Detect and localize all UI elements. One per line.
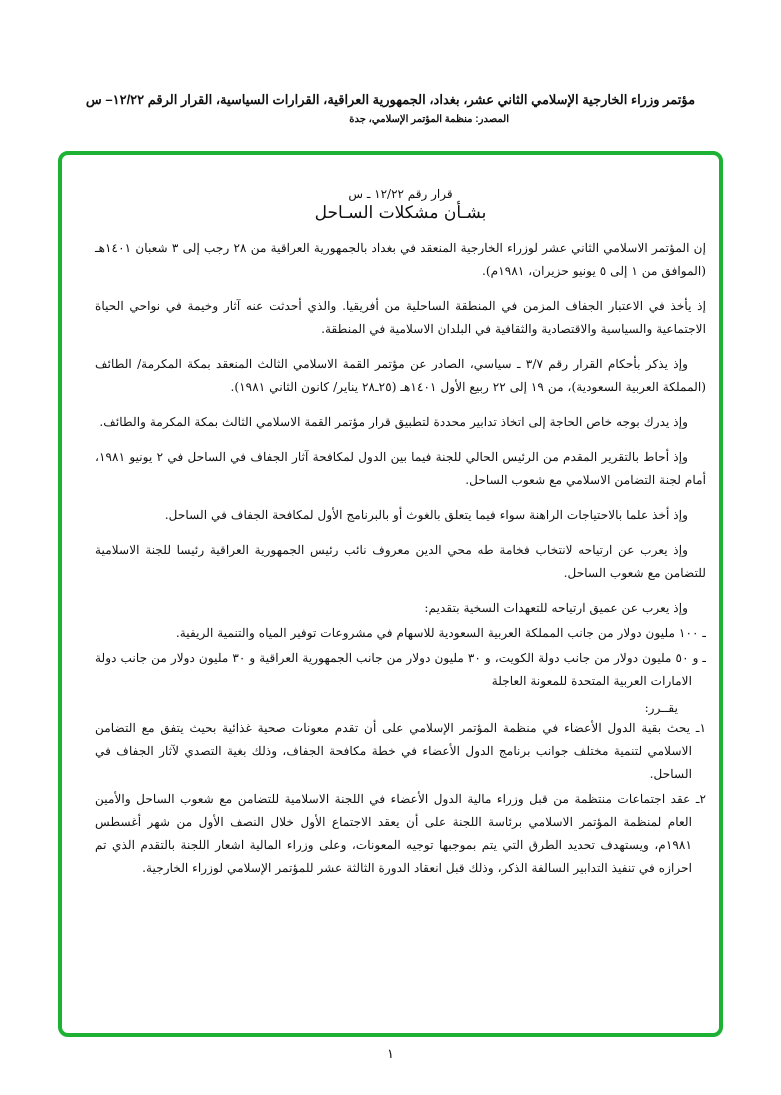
preamble-paragraph: وإذ أحاط بالتقرير المقدم من الرئيس الحالي للجنة فيما بين الدول لمكافحة آثار الجفاف في الساحل في ٢ يونيو ١٩٨١، أمام لجنة التضامن الاسلامي مع شعوب الساحل.	[95, 450, 706, 487]
pledge-item: ـ ١٠٠ مليون دولار من جانب المملكة العربية السعودية للاسهام في مشروعات توفير المياه والتنمية الريفية.	[175, 626, 706, 640]
page-number: ١	[387, 1047, 394, 1062]
preamble-paragraph: إن المؤتمر الاسلامي الثاني عشر لوزراء الخارجية المنعقد في بغداد بالجمهورية العراقية من ٢٨ رجب إلى ٣ شعبان ١٤٠١هـ (الموافق من ١ إلى ٥ يونيو حزيران، ١٩٨١م).	[95, 241, 706, 278]
scanned-document	[95, 187, 706, 882]
source-line: المصدر: منظمة المؤتمر الإسلامي، جدة	[349, 114, 509, 125]
resolution-item: ١ـ يحث بقية الدول الأعضاء في منظمة المؤتمر الإسلامي على أن تقدم معونات صحية غذائية بحيث يتفق مع التضامن الاسلامي لتنمية مختلف جوانب برنامج الدول الأعضاء في خطة مكافحة الجفاف، وذلك بغية التصدي لآثار الجفاف في الساحل.	[95, 721, 706, 781]
preamble-paragraph: وإذ يعرب عن عميق ارتياحه للتعهدات السخية بتقديم:	[424, 601, 688, 615]
decision-number: قرار رقم ١٢/٢٢ ـ س	[348, 187, 453, 201]
preamble-paragraph: وإذ يعرب عن ارتياحه لانتخاب فخامة طه محي الدين معروف نائب رئيس الجمهورية العراقية رئيسا للجنة الاسلامية للتضامن مع شعوب الساحل.	[95, 543, 706, 580]
preamble-paragraph: وإذ يذكر بأحكام القرار رقم ٣/٧ ـ سياسي، الصادر عن مؤتمر القمة الاسلامي الثالث المنعقد بمكة المكرمة/ الطائف (المملكة العربية السعودية)، من ١٩ إلى ٢٢ ربيع الأول ١٤٠١هـ (٢٥ـ٢٨ يناير/ كانون الثاني ١٩٨١).	[95, 357, 706, 394]
document-heading: مؤتمر وزراء الخارجية الإسلامي الثاني عشر، بغداد، الجمهورية العراقية، القرارات السياسية، القرار الرقم ١٢/٢٢– س	[85, 92, 696, 107]
decision-title: بشـأن مشكلات السـاحل	[314, 203, 487, 223]
resolves-label: يقــرر:	[644, 701, 678, 715]
preamble-paragraph: وإذ يدرك بوجه خاص الحاجة إلى اتخاذ تدابير محددة لتطبيق قرار مؤتمر القمة الاسلامي الثالث بمكة المكرمة والطائف.	[99, 415, 688, 429]
page-header	[40, 92, 741, 125]
resolution-item: ٢ـ عقد اجتماعات منتظمة من قبل وزراء مالية الدول الأعضاء في اللجنة الاسلامية للتضامن مع شعوب الساحل والأمين العام لمنظمة المؤتمر الاسلامي برئاسة اللجنة على أن يعقد الاجتماع الأول خلال النصف الأول من شهر أغسطس ١٩٨١م، ويستهدف تحديد الطرق التي يتم بموجبها توجيه المعونات، وعلى وزراء المالية اشعار اللجنة بالتقدم الذي تم احرازه في تنفيذ التدابير السالفة الذكر، وذلك قبل انعقاد الدورة الثالثة عشر للمؤتمر الإسلامي لوزراء الخارجية.	[95, 792, 706, 875]
pledge-item: ـ و ٥٠ مليون دولار من جانب دولة الكويت، و ٣٠ مليون دولار من جانب الجمهورية العراقية و ٣٠ مليون دولار من جانب دولة الامارات العربية المتحدة للمعونة العاجلة	[95, 651, 706, 688]
preamble-paragraph: إذ يأخذ في الاعتبار الجفاف المزمن في المنطقة الساحلية من أفريقيا. والذي أحدثت عنه آثار وخيمة في نواحي الحياة الاجتماعية والسياسية والاقتصادية والثقافية في البلدان الاسلامية في المنطقة.	[95, 299, 706, 336]
preamble-paragraph: وإذ أخذ علما بالاحتياجات الراهنة سواء فيما يتعلق بالغوث أو بالبرنامج الأول لمكافحة الجفاف في الساحل.	[164, 508, 688, 522]
